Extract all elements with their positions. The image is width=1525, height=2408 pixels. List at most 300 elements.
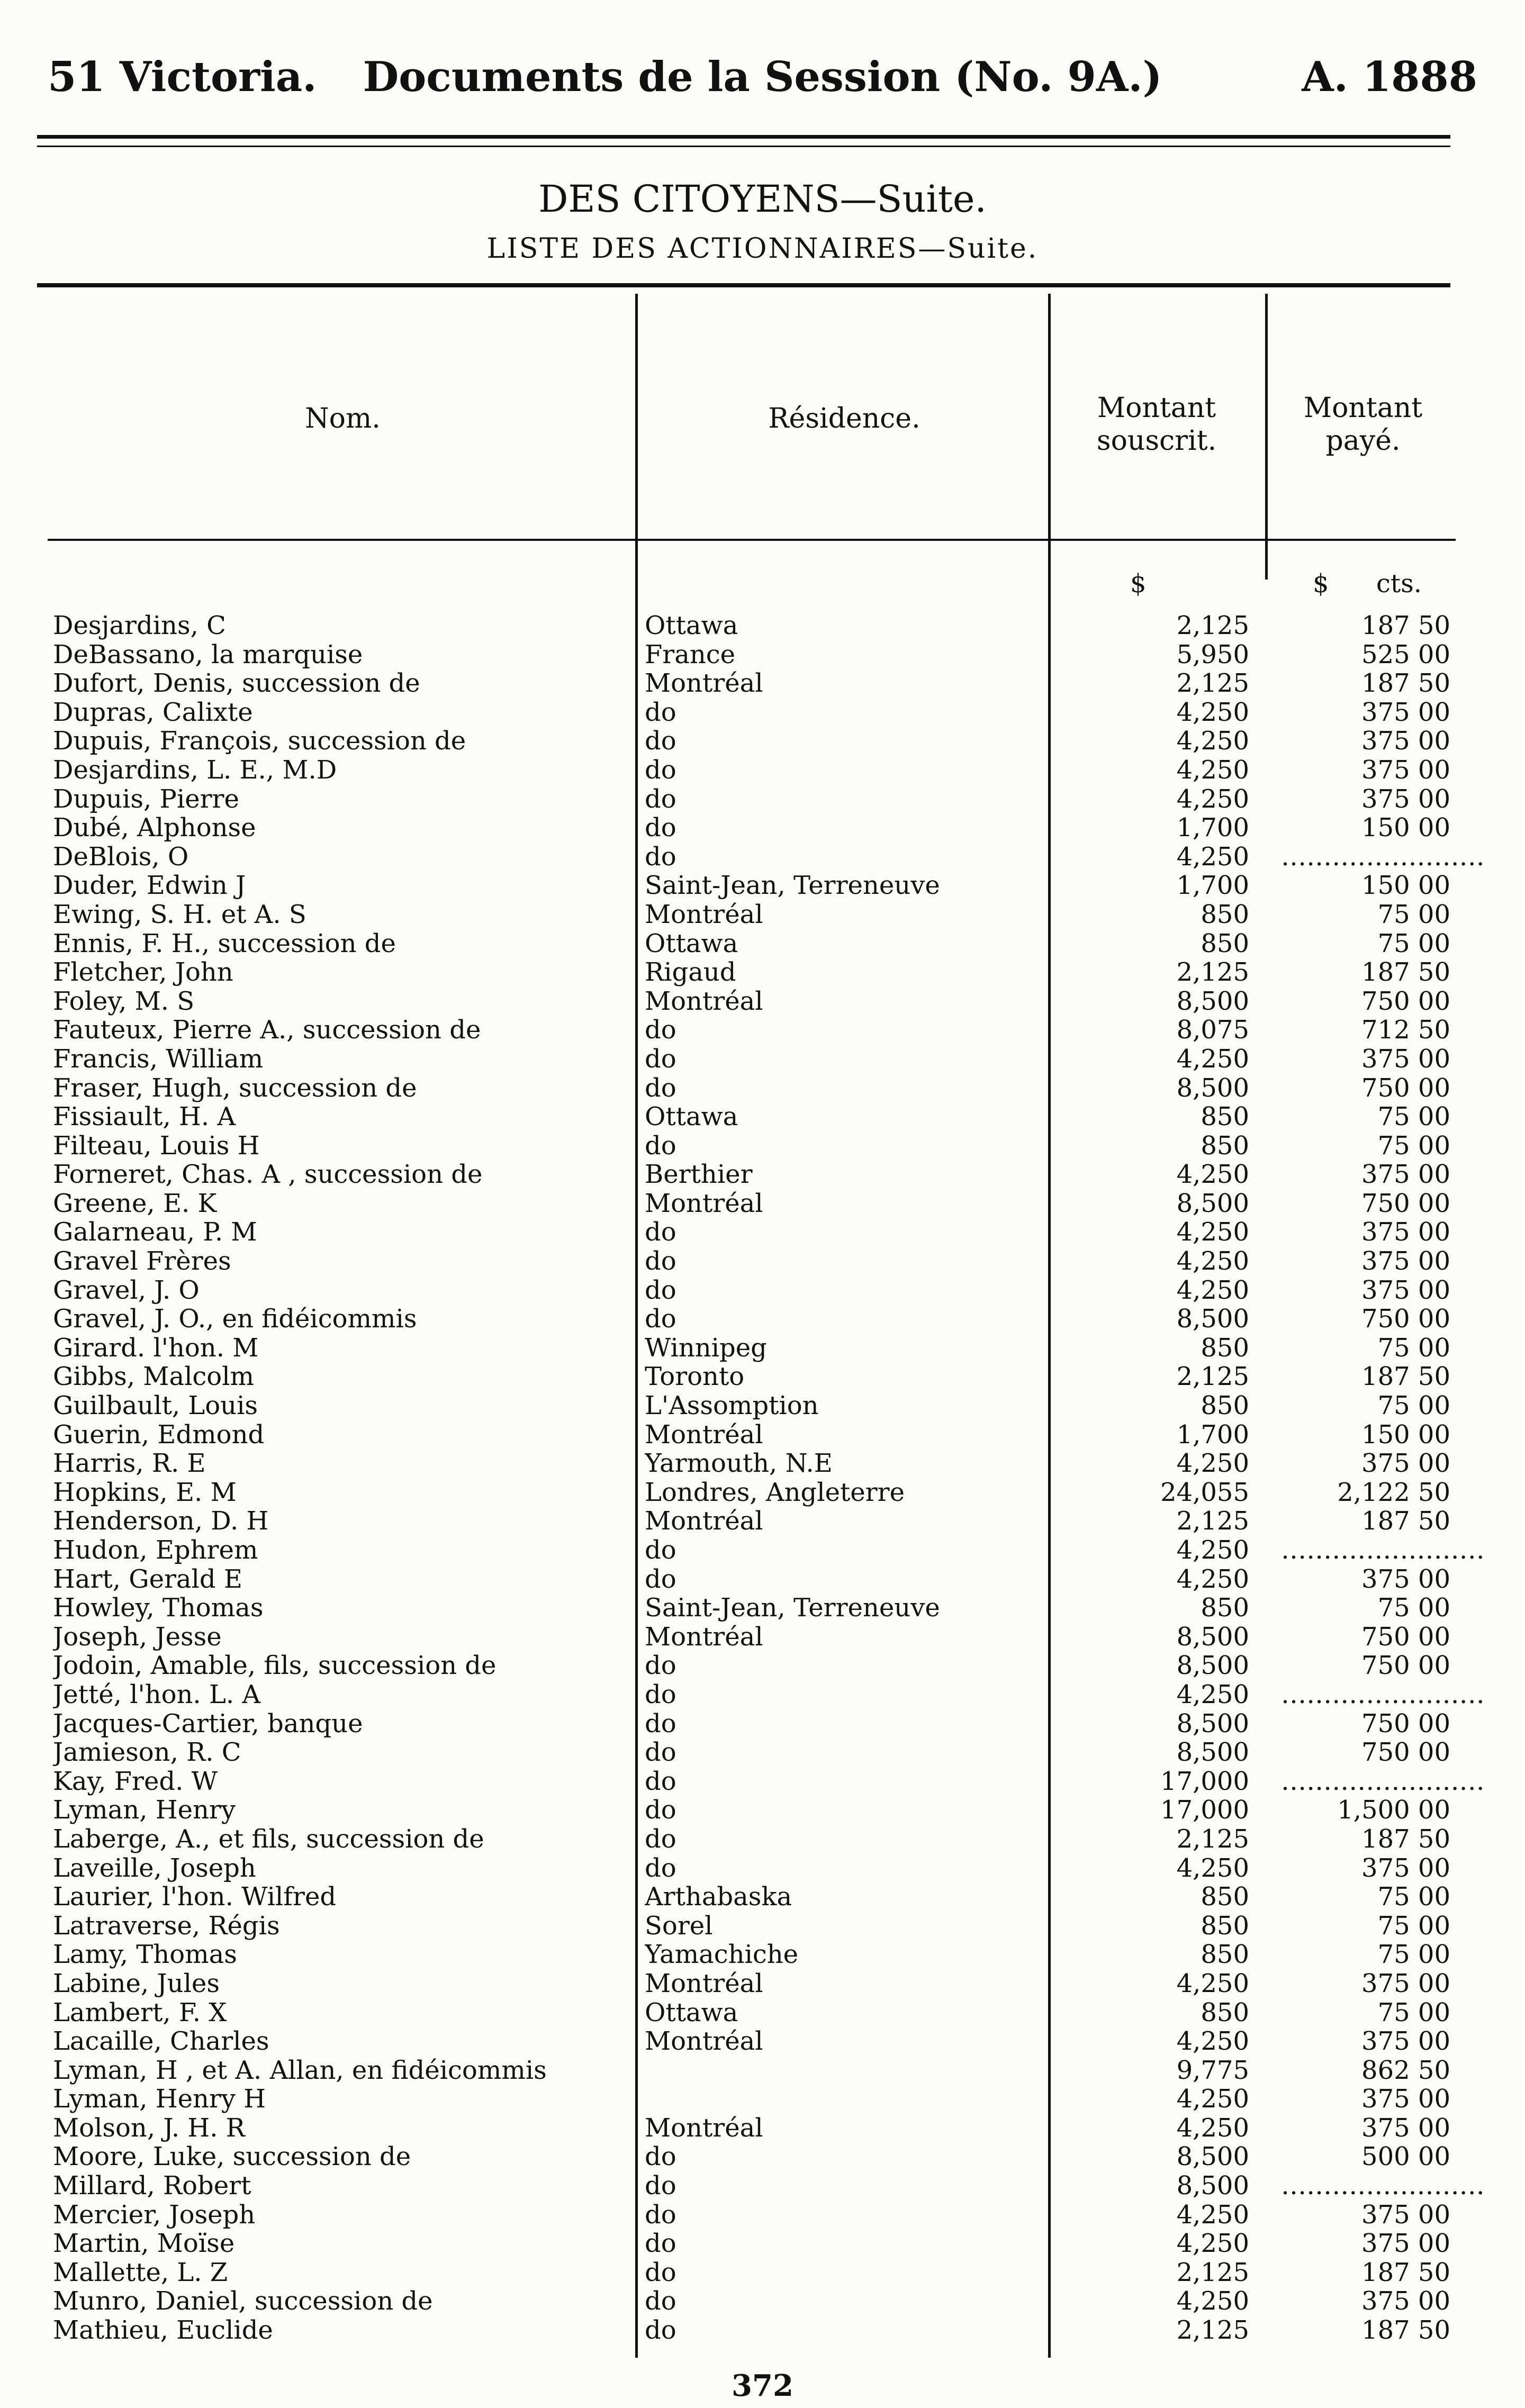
amount-paid: 75 00 (1377, 1102, 1450, 1132)
shareholder-name: Dupuis, François, succession de (53, 727, 466, 756)
amount-subscribed: 8,500 (1176, 1188, 1249, 1218)
residence: do (645, 1767, 676, 1796)
amount-paid: ․․․․․․․․․․․․․․․․․․․․․․․․ (1281, 841, 1485, 872)
shareholder-name: Greene, E. K (53, 1189, 217, 1218)
amount-subscribed: 4,250 (1176, 2199, 1249, 2230)
amount-paid: ․․․․․․․․․․․․․․․․․․․․․․․․ (1281, 1535, 1485, 1565)
residence: do (645, 1651, 676, 1680)
shareholder-name: Fletcher, John (53, 958, 233, 987)
amount-subscribed: 8,075 (1176, 1015, 1249, 1045)
shareholder-name: Fissiault, H. A (53, 1102, 236, 1131)
residence: Montréal (645, 1420, 763, 1450)
amount-paid: 75 00 (1377, 1911, 1450, 1941)
column-header-montant-paye (1268, 392, 1458, 457)
amount-subscribed: 4,250 (1176, 2229, 1249, 2259)
amount-subscribed: 8,500 (1176, 986, 1249, 1016)
table-row (0, 1507, 1525, 1536)
table-row (0, 1218, 1525, 1247)
residence: Berthier (645, 1160, 753, 1189)
amount-subscribed: 4,250 (1176, 1246, 1249, 1277)
amount-paid: 187 50 (1361, 1824, 1450, 1854)
table-row (0, 2258, 1525, 2287)
table-row (0, 958, 1525, 987)
amount-paid: ․․․․․․․․․․․․․․․․․․․․․․․․ (1281, 1679, 1485, 1709)
column-header-montant-souscrit-line1: Montant (1097, 392, 1216, 424)
header-right: A. 1888 (1302, 53, 1477, 101)
amount-subscribed: 9,775 (1176, 2055, 1249, 2085)
amount-subscribed: 4,250 (1176, 1535, 1249, 1565)
residence: Londres, Angleterre (645, 1478, 905, 1507)
amount-subscribed: 2,125 (1176, 1824, 1249, 1854)
table-row (0, 1305, 1525, 1334)
amount-subscribed: 850 (1201, 1911, 1249, 1941)
table-row (0, 1420, 1525, 1450)
page-title: DES CITOYENS—Suite. (538, 177, 987, 221)
cents-label: cts. (1376, 569, 1422, 599)
shareholder-name: Munro, Daniel, succession de (53, 2287, 433, 2316)
amount-paid: 187 50 (1361, 611, 1450, 640)
table-row (0, 1825, 1525, 1854)
shareholder-name: Foley, M. S (53, 986, 195, 1016)
table-row (0, 2056, 1525, 2085)
page-subtitle: LISTE DES ACTIONNAIRES—Suite. (486, 233, 1039, 265)
residence: do (645, 2316, 676, 2345)
residence: do (645, 1738, 676, 1767)
amount-subscribed: 1,700 (1176, 813, 1249, 843)
amount-paid: 375 00 (1361, 1246, 1450, 1277)
amount-subscribed: 4,250 (1176, 1968, 1249, 1998)
amount-subscribed: 1,700 (1176, 871, 1249, 901)
shareholder-name: Hopkins, E. M (53, 1478, 237, 1507)
shareholder-name: Henderson, D. H (53, 1507, 269, 1536)
table-row (0, 900, 1525, 929)
shareholder-name: Mathieu, Euclide (53, 2316, 273, 2345)
table-row (0, 843, 1525, 872)
residence: do (645, 2287, 676, 2316)
shareholder-name: Fauteux, Pierre A., succession de (53, 1016, 481, 1045)
table-row (0, 987, 1525, 1016)
shareholder-name: Dufort, Denis, succession de (53, 669, 420, 698)
column-header-montant-souscrit (1051, 392, 1262, 457)
header-left: 51 Victoria. (48, 53, 317, 101)
dollar-sign-souscrit: $ (1130, 569, 1147, 599)
table-row (0, 2027, 1525, 2056)
residence: do (645, 813, 676, 843)
residence: Ottawa (645, 611, 738, 640)
shareholder-name: Ewing, S. H. et A. S (53, 900, 306, 929)
amount-paid: 750 00 (1361, 1073, 1450, 1103)
shareholder-name: Hudon, Ephrem (53, 1536, 258, 1565)
residence: Montréal (645, 986, 763, 1016)
residence: Winnipeg (645, 1333, 767, 1363)
table-row (0, 1074, 1525, 1103)
residence: Ottawa (645, 929, 738, 958)
table-row (0, 1478, 1525, 1507)
residence: do (645, 1131, 676, 1161)
residence: France (645, 640, 736, 669)
table-row (0, 2114, 1525, 2143)
residence: do (645, 2258, 676, 2287)
shareholder-name: Latraverse, Régis (53, 1911, 280, 1941)
amount-subscribed: 17,000 (1160, 1795, 1249, 1825)
amount-subscribed: 4,250 (1176, 784, 1249, 814)
shareholder-name: Desjardins, C (53, 611, 226, 640)
amount-subscribed: 8,500 (1176, 1737, 1249, 1768)
residence: do (645, 755, 676, 785)
amount-subscribed: 850 (1201, 899, 1249, 929)
amount-paid: 150 00 (1361, 813, 1450, 843)
table-row (0, 1651, 1525, 1680)
table-row (0, 1045, 1525, 1074)
amount-subscribed: 850 (1201, 1997, 1249, 2027)
residence: Arthabaska (645, 1882, 792, 1912)
table-row (0, 1709, 1525, 1739)
residence: Montréal (645, 900, 763, 929)
table-row (0, 1594, 1525, 1623)
shareholder-name: Jacques-Cartier, banque (53, 1709, 363, 1739)
shareholder-name: Dupuis, Pierre (53, 784, 239, 814)
shareholder-name: Fraser, Hugh, succession de (53, 1073, 417, 1103)
shareholder-name: Guilbault, Louis (53, 1391, 258, 1420)
amount-subscribed: 2,125 (1176, 2315, 1249, 2346)
residence: do (645, 842, 676, 872)
amount-paid: 375 00 (1361, 2199, 1450, 2230)
table-row (0, 1680, 1525, 1709)
residence: do (645, 698, 676, 727)
shareholder-name: Jetté, l'hon. L. A (53, 1680, 260, 1709)
amount-paid: 150 00 (1361, 1419, 1450, 1450)
residence: do (645, 2229, 676, 2258)
amount-subscribed: 8,500 (1176, 1073, 1249, 1103)
amount-paid: 187 50 (1361, 668, 1450, 699)
header-rule-thick (37, 135, 1450, 139)
dollar-sign-paye: $ (1313, 569, 1329, 599)
residence: Saint-Jean, Terreneuve (645, 871, 940, 900)
shareholder-name: Lyman, H , et A. Allan, en fidéicommis (53, 2056, 547, 2085)
amount-paid: 150 00 (1361, 871, 1450, 901)
shareholder-name: Duder, Edwin J (53, 871, 246, 900)
table-row (0, 2085, 1525, 2114)
amount-paid: 75 00 (1377, 928, 1450, 958)
shareholder-name: Laberge, A., et fils, succession de (53, 1824, 484, 1854)
table-row (0, 669, 1525, 698)
residence: do (645, 1824, 676, 1854)
shareholder-name: Guerin, Edmond (53, 1420, 265, 1450)
shareholder-name: Galarneau, P. M (53, 1218, 257, 1247)
amount-paid: 750 00 (1361, 1304, 1450, 1334)
amount-subscribed: 5,950 (1176, 639, 1249, 669)
shareholder-name: Hart, Gerald E (53, 1564, 242, 1594)
table-row (0, 2316, 1525, 2345)
amount-paid: 187 50 (1361, 2315, 1450, 2346)
residence: Toronto (645, 1362, 745, 1392)
amount-subscribed: 4,250 (1176, 697, 1249, 727)
amount-paid: ․․․․․․․․․․․․․․․․․․․․․․․․ (1281, 2171, 1485, 2201)
table-row (0, 2171, 1525, 2201)
shareholder-name: Dupras, Calixte (53, 698, 253, 727)
amount-subscribed: 2,125 (1176, 957, 1249, 988)
shareholder-name: Howley, Thomas (53, 1594, 264, 1623)
residence: Ottawa (645, 1998, 738, 2027)
shareholder-name: Moore, Luke, succession de (53, 2142, 411, 2172)
amount-subscribed: 850 (1201, 1333, 1249, 1363)
amount-paid: 375 00 (1361, 2229, 1450, 2259)
shareholder-name: Filteau, Louis H (53, 1131, 260, 1161)
residence: Montréal (645, 2027, 763, 2056)
residence: Montréal (645, 1969, 763, 1998)
residence: do (645, 1275, 676, 1305)
amount-paid: 750 00 (1361, 986, 1450, 1016)
page-number: 372 (732, 2368, 793, 2403)
shareholder-name: Labine, Jules (53, 1969, 220, 1998)
residence: Rigaud (645, 958, 736, 987)
residence: do (645, 784, 676, 814)
amount-paid: 750 00 (1361, 1708, 1450, 1739)
amount-paid: 75 00 (1377, 899, 1450, 929)
shareholder-name: Joseph, Jesse (53, 1622, 222, 1652)
shareholder-name: Mercier, Joseph (53, 2200, 256, 2230)
amount-subscribed: 4,250 (1176, 1217, 1249, 1247)
amount-subscribed: 2,125 (1176, 611, 1249, 640)
table-row (0, 698, 1525, 727)
amount-paid: 862 50 (1361, 2055, 1450, 2085)
amount-paid: 375 00 (1361, 1217, 1450, 1247)
shareholder-name: Francis, William (53, 1044, 264, 1074)
residence: do (645, 1564, 676, 1594)
amount-subscribed: 4,250 (1176, 2084, 1249, 2114)
shareholder-name: Forneret, Chas. A , succession de (53, 1160, 483, 1189)
shareholder-name: Millard, Robert (53, 2171, 251, 2201)
column-header-montant-souscrit-line2: souscrit. (1096, 425, 1217, 457)
amount-subscribed: 17,000 (1160, 1766, 1249, 1796)
table-row (0, 1247, 1525, 1276)
amount-subscribed: 24,055 (1160, 1477, 1249, 1507)
amount-paid: 187 50 (1361, 1362, 1450, 1392)
table-row (0, 929, 1525, 958)
amount-paid: 750 00 (1361, 1651, 1450, 1681)
table-row (0, 1854, 1525, 1883)
amount-paid: 525 00 (1361, 639, 1450, 669)
column-header-residence: Résidence. (768, 403, 921, 434)
amount-paid: 375 00 (1361, 1160, 1450, 1190)
amount-paid: 2,122 50 (1337, 1477, 1450, 1507)
table-row (0, 1536, 1525, 1565)
table-row (0, 727, 1525, 756)
amount-subscribed: 4,250 (1176, 1275, 1249, 1305)
amount-paid: 1,500 00 (1337, 1795, 1450, 1825)
residence: do (645, 1709, 676, 1739)
amount-subscribed: 850 (1201, 928, 1249, 958)
shareholder-name: Mallette, L. Z (53, 2258, 228, 2287)
table-row (0, 1449, 1525, 1478)
amount-paid: 75 00 (1377, 1593, 1450, 1623)
shareholder-name: Lyman, Henry H (53, 2085, 266, 2114)
table-row (0, 1796, 1525, 1825)
amount-paid: 75 00 (1377, 1130, 1450, 1161)
residence: Montréal (645, 1507, 763, 1536)
shareholder-name: Martin, Moïse (53, 2229, 235, 2258)
amount-subscribed: 850 (1201, 1102, 1249, 1132)
table-row (0, 2201, 1525, 2230)
amount-subscribed: 4,250 (1176, 2286, 1249, 2316)
table-row (0, 1767, 1525, 1796)
amount-subscribed: 2,125 (1176, 2257, 1249, 2287)
column-header-montant-paye-line1: Montant (1303, 392, 1423, 424)
residence: do (645, 1016, 676, 1045)
residence: Montréal (645, 1189, 763, 1218)
amount-paid: 187 50 (1361, 1506, 1450, 1536)
amount-subscribed: 8,500 (1176, 1304, 1249, 1334)
table-row (0, 2229, 1525, 2258)
residence: do (645, 2171, 676, 2201)
shareholder-name: Girard. l'hon. M (53, 1333, 259, 1363)
amount-subscribed: 2,125 (1176, 668, 1249, 699)
residence: do (645, 727, 676, 756)
shareholder-name: Laurier, l'hon. Wilfred (53, 1882, 337, 1912)
table-row (0, 1016, 1525, 1045)
amount-subscribed: 8,500 (1176, 2171, 1249, 2201)
amount-paid: 375 00 (1361, 2026, 1450, 2057)
shareholder-name: Lamy, Thomas (53, 1940, 237, 1969)
shareholder-name: DeBassano, la marquise (53, 640, 363, 669)
residence: do (645, 1853, 676, 1883)
shareholder-name: Harris, R. E (53, 1449, 206, 1478)
amount-subscribed: 850 (1201, 1391, 1249, 1421)
amount-subscribed: 4,250 (1176, 1679, 1249, 1709)
table-row (0, 1131, 1525, 1161)
amount-subscribed: 1,700 (1176, 1419, 1249, 1450)
amount-paid: 375 00 (1361, 2084, 1450, 2114)
amount-subscribed: 4,250 (1176, 1044, 1249, 1074)
shareholder-name: Gravel, J. O (53, 1275, 200, 1305)
amount-subscribed: 2,125 (1176, 1506, 1249, 1536)
amount-paid: ․․․․․․․․․․․․․․․․․․․․․․․․ (1281, 1766, 1485, 1796)
residence: Saint-Jean, Terreneuve (645, 1594, 940, 1623)
table-row (0, 1969, 1525, 1998)
residence: do (645, 2142, 676, 2172)
residence: Montréal (645, 1622, 763, 1652)
header-center: Documents de la Session (No. 9A.) (363, 53, 1162, 101)
shareholder-name: Jodoin, Amable, fils, succession de (53, 1651, 497, 1680)
column-header-rule (48, 539, 1456, 541)
table-row (0, 1334, 1525, 1363)
table-row (0, 1160, 1525, 1189)
residence: do (645, 1536, 676, 1565)
amount-subscribed: 8,500 (1176, 1708, 1249, 1739)
amount-subscribed: 850 (1201, 1940, 1249, 1970)
residence: Montréal (645, 669, 763, 698)
shareholder-name: Molson, J. H. R (53, 2113, 245, 2143)
amount-paid: 75 00 (1377, 1391, 1450, 1421)
residence: do (645, 1044, 676, 1074)
table-row (0, 756, 1525, 785)
table-row (0, 813, 1525, 843)
shareholder-name: Lambert, F. X (53, 1998, 227, 2027)
amount-paid: 187 50 (1361, 2257, 1450, 2287)
amount-paid: 187 50 (1361, 957, 1450, 988)
amount-paid: 375 00 (1361, 1449, 1450, 1479)
residence: do (645, 2200, 676, 2230)
shareholder-name: Lacaille, Charles (53, 2027, 269, 2056)
residence: do (645, 1796, 676, 1825)
shareholder-name: Jamieson, R. C (53, 1738, 241, 1767)
table-row (0, 1998, 1525, 2027)
table-row (0, 1362, 1525, 1391)
table-row (0, 1912, 1525, 1941)
amount-subscribed: 850 (1201, 1882, 1249, 1912)
amount-subscribed: 8,500 (1176, 1622, 1249, 1652)
table-row (0, 1391, 1525, 1420)
header-rule-thin (37, 146, 1450, 147)
table-row (0, 2287, 1525, 2316)
table-row (0, 1102, 1525, 1131)
residence: do (645, 1247, 676, 1276)
table-row (0, 1738, 1525, 1767)
table-row (0, 640, 1525, 669)
table-row (0, 2142, 1525, 2171)
table-row (0, 1940, 1525, 1969)
amount-paid: 75 00 (1377, 1882, 1450, 1912)
amount-paid: 375 00 (1361, 755, 1450, 785)
amount-subscribed: 2,125 (1176, 1362, 1249, 1392)
amount-subscribed: 4,250 (1176, 2113, 1249, 2143)
amount-subscribed: 4,250 (1176, 1853, 1249, 1883)
amount-subscribed: 4,250 (1176, 755, 1249, 785)
column-header-nom: Nom. (305, 403, 381, 434)
amount-paid: 375 00 (1361, 1853, 1450, 1883)
amount-paid: 375 00 (1361, 784, 1450, 814)
shareholder-name: Laveille, Joseph (53, 1853, 256, 1883)
shareholder-name: DeBlois, O (53, 842, 189, 872)
amount-paid: 750 00 (1361, 1737, 1450, 1768)
table-row (0, 1189, 1525, 1218)
residence: do (645, 1680, 676, 1709)
amount-subscribed: 4,250 (1176, 1449, 1249, 1479)
shareholder-name: Kay, Fred. W (53, 1767, 218, 1796)
shareholder-name: Ennis, F. H., succession de (53, 929, 396, 958)
amount-paid: 375 00 (1361, 726, 1450, 756)
amount-subscribed: 8,500 (1176, 2142, 1249, 2172)
residence: Montréal (645, 2113, 763, 2143)
amount-subscribed: 4,250 (1176, 1564, 1249, 1594)
amount-paid: 75 00 (1377, 1333, 1450, 1363)
shareholder-name: Gravel Frères (53, 1247, 231, 1276)
amount-paid: 375 00 (1361, 1275, 1450, 1305)
amount-paid: 375 00 (1361, 1564, 1450, 1594)
residence: Yarmouth, N.E (645, 1449, 833, 1478)
residence: Yamachiche (645, 1940, 799, 1969)
amount-paid: 75 00 (1377, 1940, 1450, 1970)
amount-paid: 750 00 (1361, 1188, 1450, 1218)
amount-subscribed: 4,250 (1176, 1160, 1249, 1190)
residence: Ottawa (645, 1102, 738, 1131)
table-row (0, 611, 1525, 640)
shareholder-name: Gravel, J. O., en fidéicommis (53, 1305, 417, 1334)
residence: do (645, 1305, 676, 1334)
column-header-montant-paye-line2: payé. (1325, 425, 1401, 457)
shareholder-name: Gibbs, Malcolm (53, 1362, 255, 1392)
table-row (0, 1882, 1525, 1912)
amount-subscribed: 850 (1201, 1593, 1249, 1623)
residence: Sorel (645, 1911, 713, 1941)
table-row (0, 1565, 1525, 1594)
amount-paid: 375 00 (1361, 1968, 1450, 1998)
amount-paid: 375 00 (1361, 1044, 1450, 1074)
running-head (48, 53, 1477, 101)
amount-paid: 75 00 (1377, 1997, 1450, 2027)
amount-subscribed: 850 (1201, 1130, 1249, 1161)
amount-paid: 750 00 (1361, 1622, 1450, 1652)
